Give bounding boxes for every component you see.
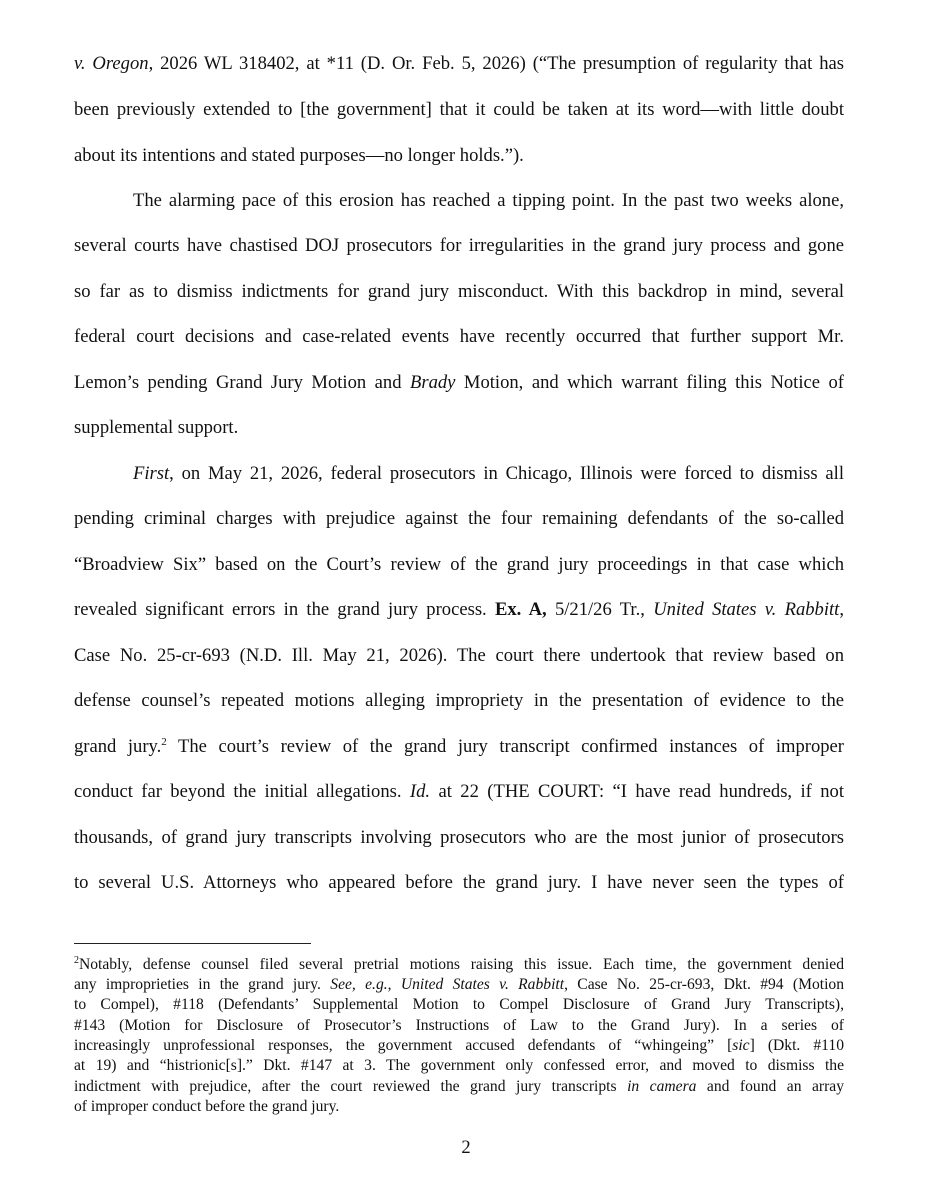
body-line-14: Case No. 25-cr-693 (N.D. Ill. May 21, 2026). The court there undertook that review based on [74,645,844,666]
body-line-10: First, on May 21, 2026, federal prosecutors in Chicago, Illinois were forced to dismiss all [133,463,844,484]
body-line-11: pending criminal charges with prejudice against the four remaining defendants of the so-called [74,508,844,529]
body-line-18: thousands, of grand jury transcripts involving prosecutors who are the most junior of prosecutors [74,827,844,848]
body-line-5: several courts have chastised DOJ prosecutors for irregularities in the grand jury process and gone [74,235,844,256]
body-line-2: been previously extended to [the government] that it could be taken at its word—with little doubt [74,99,844,120]
body-line-12: “Broadview Six” based on the Court’s review of the grand jury proceedings in that case which [74,554,844,575]
footnote-line-5: increasingly unprofessional responses, the government accused defendants of “whingeing” [sic] (Dkt. #110 [74,1037,844,1054]
body-line-6: so far as to dismiss indictments for grand jury misconduct. With this backdrop in mind, several [74,281,844,302]
body-line-7: federal court decisions and case-related events have recently occurred that further support Mr. [74,326,844,347]
body-line-9: supplemental support. [74,417,239,438]
body-line-17: conduct far beyond the initial allegations. Id. at 22 (THE COURT: “I have read hundreds, if not [74,781,844,802]
body-line-1: v. Oregon, 2026 WL 318402, at *11 (D. Or. Feb. 5, 2026) (“The presumption of regularity that has [74,53,844,74]
footnote-line-8: of improper conduct before the grand jury. [74,1098,340,1115]
footnote-line-6: at 19) and “histrionic[s].” Dkt. #147 at 3. The government only confessed error, and moved to dismiss the [74,1057,844,1074]
body-line-8: Lemon’s pending Grand Jury Motion and Brady Motion, and which warrant filing this Notice of [74,372,844,393]
footnote-line-3: to Compel), #118 (Defendants’ Supplemental Motion to Compel Disclosure of Grand Jury Transcripts), [74,996,844,1013]
body-line-4: The alarming pace of this erosion has reached a tipping point. In the past two weeks alone, [133,190,844,211]
body-line-19: to several U.S. Attorneys who appeared before the grand jury. I have never seen the types of [74,872,844,893]
footnote-reference[interactable]: 2 [161,735,167,748]
footnote-marker: 2 [74,954,79,966]
page-number: 2 [461,1137,471,1158]
footnote-line-7: indictment with prejudice, after the court reviewed the grand jury transcripts in camera and found an array [74,1078,845,1095]
body-line-16: grand jury.$^2$ The court’s review of the grand jury transcript confirmed instances of improper [74,735,844,757]
body-line-15: defense counsel’s repeated motions alleging impropriety in the presentation of evidence to the [74,690,844,711]
body-line-3: about its intentions and stated purposes—no longer holds.”). [74,145,524,166]
footnote-line-1: $^2$Notably, defense counsel filed several pretrial motions raising this issue. Each time, the government denied [74,954,844,973]
footnote-line-2: any improprieties in the grand jury. See, e.g., United States v. Rabbitt, Case No. 25-cr-693, Dkt. #94 (Motion [74,976,845,993]
body-line-13: revealed significant errors in the grand jury process. Ex. A, 5/21/26 Tr., United States v. Rabbitt, [74,599,844,620]
footnote-line-4: #143 (Motion for Disclosure of Prosecutor’s Instructions of Law to the Grand Jury). In a series of [74,1017,844,1034]
footnote-separator [74,943,311,944]
